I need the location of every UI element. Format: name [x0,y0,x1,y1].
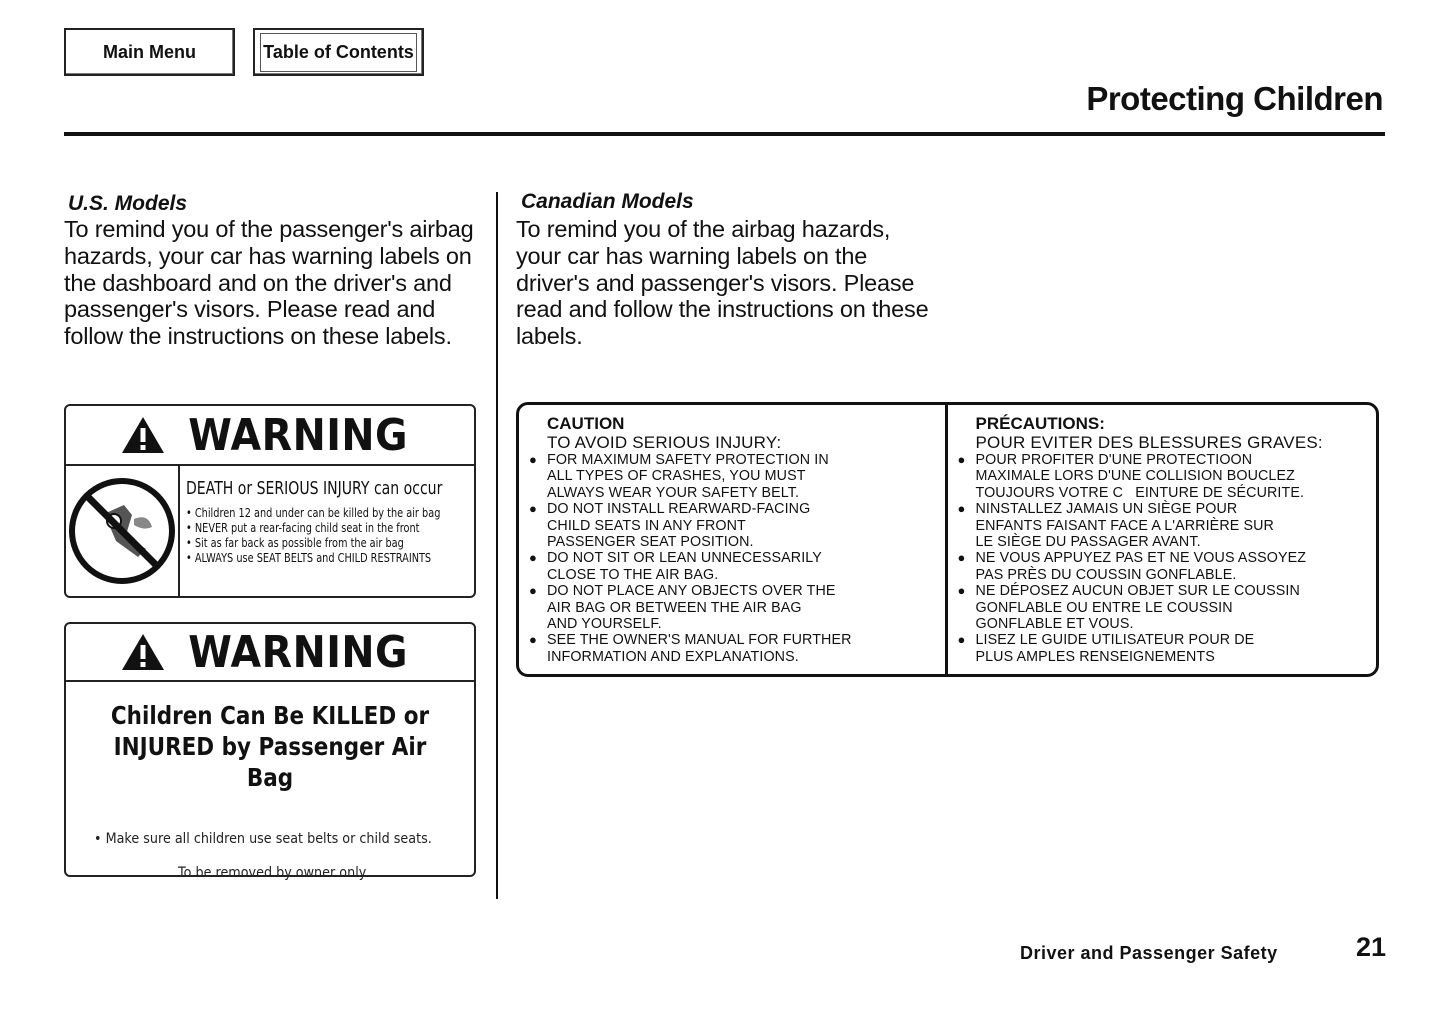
caution-french [948,405,1377,674]
precautions-heading: PRÉCAUTIONS: [975,414,1105,433]
warning-triangle-icon [120,632,166,672]
list-item: ● NE DÉPOSEZ AUCUN OBJET SUR LE COUSSIN GONFLABLE OU ENTRE LE COUSSIN GONFLABLE ET VOUS. [957,583,1300,633]
bullet-dot-icon: ● [529,550,537,566]
list-item: ● FOR MAXIMUM SAFETY PROTECTION IN ALL TYPES OF CRASHES, YOU MUST ALWAYS WEAR YOUR SAFETY BELT. [529,452,829,501]
us-paragraph: To remind you of the passenger's airbag hazards, your car has warning labels on the dashboard and on the driver's and passenger's visors. Please read and follow the instructions on these labels. [64,216,474,350]
removed-by-owner-text: To be removed by owner only. [178,865,369,881]
section-footer: Driver and Passenger Safety [1020,943,1278,963]
title-rule [64,132,1385,136]
us-warning-label-2 [64,622,476,881]
warning-header [66,406,474,466]
caution-heading: CAUTION [547,414,625,433]
warning-triangle-icon [120,415,166,455]
page-number: 21 [1356,932,1387,962]
list-item: ● SEE THE OWNER'S MANUAL FOR FURTHER INFORMATION AND EXPLANATIONS. [529,632,852,665]
label1-bullet: • ALWAYS use SEAT BELTS and CHILD RESTRAINTS [186,550,432,565]
warning-word: WARNING [188,409,408,461]
list-item: ● DO NOT INSTALL REARWARD-FACING CHILD SEATS IN ANY FRONT PASSENGER SEAT POSITION. [529,501,811,551]
canadian-models-heading: Canadian Models [521,190,694,213]
list-item: ● NE VOUS APPUYEZ PAS ET NE VOUS ASSOYEZ PAS PRÈS DU COUSSIN GONFLABLE. [957,550,1307,583]
bullet-dot-icon: ● [529,501,537,517]
list-item: ● DO NOT SIT OR LEAN UNNECESSARILY CLOSE TO THE AIR BAG. [529,550,822,583]
make-sure-text: • Make sure all children use seat belts or child seats. [94,831,432,847]
warning-header [66,624,474,682]
caution-subheading: TO AVOID SERIOUS INJURY: [547,433,782,452]
label1-bullet: • Children 12 and under can be killed by the air bag [186,505,441,520]
list-item: ● NINSTALLEZ JAMAIS UN SIÈGE POUR ENFANTS FAISANT FACE A L'ARRIÈRE SUR LE SIÈGE DU PASSAGER AVANT. [957,501,1274,551]
bullet-dot-icon: ● [957,550,966,566]
table-of-contents-label: Table of Contents [260,33,417,72]
bullet-dot-icon: ● [529,583,537,599]
killed-injured-text: Children Can Be KILLED or INJURED by Passenger Air Bag [110,701,430,792]
page-title: Protecting Children [1086,80,1383,117]
us-warning-label-1 [64,404,476,598]
bullet-dot-icon: ● [529,452,537,467]
table-of-contents-button[interactable] [253,28,424,76]
us-models-heading: U.S. Models [68,192,188,215]
list-item: ● POUR PROFITER D'UNE PROTECTIOON MAXIMALE LORS D'UNE COLLISION BOUCLEZ TOUJOURS VOTRE C EINTURE DE SÉCURITE. [957,452,1305,501]
bullet-dot-icon: ● [957,501,966,517]
bullet-dot-icon: ● [957,583,966,599]
main-menu-button[interactable]: Main Menu [64,28,235,76]
bullet-dot-icon: ● [957,632,966,648]
bullet-dot-icon: ● [957,452,966,467]
list-item: ● DO NOT PLACE ANY OBJECTS OVER THE AIR BAG OR BETWEEN THE AIR BAG AND YOURSELF. [529,583,836,633]
death-injury-line: DEATH or SERIOUS INJURY can occur [186,478,443,499]
label1-bullet: • NEVER put a rear-facing child seat in the front [186,520,420,535]
canadian-paragraph: To remind you of the airbag hazards, your car has warning labels on the driver's and passenger's visors. Please read and follow the instructions on these labels. [516,216,929,350]
warning-word: WARNING [188,626,408,678]
precautions-subheading: POUR EVITER DES BLESSURES GRAVES: [975,433,1323,452]
bullet-dot-icon: ● [529,632,537,648]
list-item: ● LISEZ LE GUIDE UTILISATEUR POUR DE PLUS AMPLES RENSEIGNEMENTS [957,632,1255,665]
no-rear-facing-seat-icon [66,466,180,596]
canadian-caution-label [516,402,1379,677]
label1-bullet: • Sit as far back as possible from the air bag [186,535,404,550]
caution-english [519,405,948,674]
